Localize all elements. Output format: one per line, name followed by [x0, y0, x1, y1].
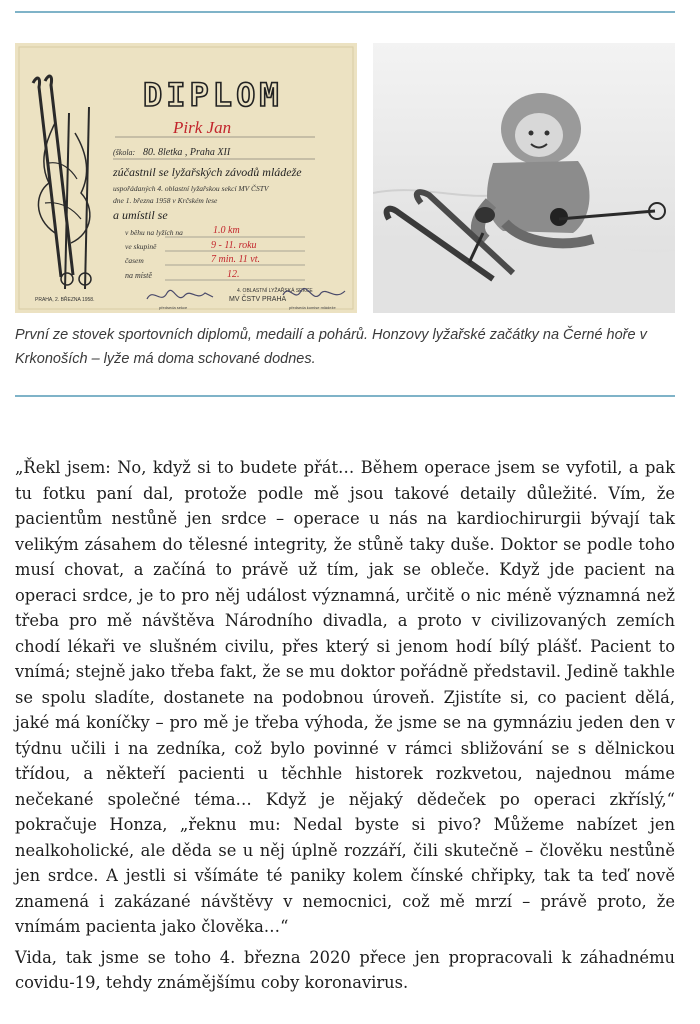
- diploma-participated: zúčastnil se lyžařských závodů mládeže: [113, 165, 302, 179]
- caption-rule: [15, 395, 675, 397]
- diploma-time-value: 7 min. 11 vt.: [211, 254, 260, 265]
- diploma-title: DIPLOM: [143, 76, 283, 114]
- diploma-group-value: 9 - 11. roku: [211, 240, 257, 251]
- child-skiing-image: [373, 43, 675, 313]
- paragraph-closing: Vida, tak jsme se toho 4. března 2020 přece jen propracovali k záhadnému covidu-19, tehdy známějšímu coby koronavirus.: [15, 947, 675, 992]
- diploma-date: dne 1. března 1958 v Krčském lese: [113, 196, 218, 205]
- diploma-place-value: 12.: [227, 269, 240, 280]
- top-rule: [15, 11, 675, 13]
- diploma-group-label: ve skupině: [125, 242, 157, 251]
- photo-caption: První ze stovek sportovních diplomů, medailí a pohárů. Honzovy lyžařské začátky na Černé hoře v Krkonoších – lyže má doma schované dodnes.: [15, 327, 647, 367]
- diploma-issue-place: PRAHA, 2. BŘEZNA 1958.: [35, 297, 95, 303]
- article-body: [15, 455, 675, 1001]
- diploma-photo: [15, 43, 357, 313]
- diploma-school-prefix: (škola:: [113, 148, 136, 157]
- diploma-secretary-label: předseda komise mládeže: [289, 305, 336, 310]
- diploma-place-label: na místě: [125, 271, 152, 280]
- diploma-organized: uspořádaných 4. oblastní lyžařskou sekcí MV ČSTV: [113, 184, 269, 193]
- diploma-run-label: v běhu na lyžích na: [125, 228, 183, 237]
- diploma-placed-label: a umístil se: [113, 208, 168, 222]
- diploma-image: [15, 43, 357, 313]
- diploma-time-label: časem: [125, 256, 144, 265]
- diploma-chair-label: předseda sekce: [159, 305, 188, 310]
- paragraph-quote: „Řekl jsem: No, když si to budete přát… Během operace jsem se vyfotil, a pak tu fotku paní dal, protože podle mě jsou takové detaily důležité. Vím, že pacientům nestůně jen srdce – operace u nás na kardiochirurgii bývají tak velikým zásahem do tělesné integrity, že stůně taky duše. Doktor se podle toho musí chovat, a začíná to právě už tím, jak se obleče. Když jde pacient na operaci srdce, je to pro něj událost významná, určitě o nic méně významná než třeba pro mě návštěva Národního divadla, a proto v civilizovaných zemích chodí lékaři ve slušném civilu, přes který si jenom hodí bílý plášť. Pacient to vnímá; stejně jako třeba fakt, že se mu doktor pořádně představil. Jedině takhle se spolu sladíte, dostanete na podobnou úroveň. Zjistíte si, co pacient dělá, jaké má koníčky – pro mě je třeba výhoda, že jsme se na gymnáziu jeden den v týdnu učili i na zedníka, což bylo povinné v rámci sbližování se s dělnickou třídou, a někteří pacienti u těchhle historek rozkvetou, najednou máme nečekané společné téma… Když je nějaký dědeček po operaci zkříslý,“ pokračuje Honza, „řeknu mu: Nedal byste si pivo? Můžeme nabízet jen nealkoholické, ale děda se u něj úplně rozzáří, čili skutečně – člověku nestůně jen srdce. A jestli si všímáte té paniky kolem čínské chřipky, tak ta teď nově znamená i zakázané návštěvy v nemocnici, což mě mrzí – právě proto, že vnímám pacienta jako člověka…“: [15, 458, 675, 936]
- diploma-school: 80. 8letka , Praha XII: [143, 147, 231, 158]
- diploma-org-line2: MV ČSTV PRAHA: [229, 296, 287, 303]
- diploma-name: Pirk Jan: [173, 118, 232, 137]
- child-skiing-photo: [373, 43, 675, 313]
- diploma-run-value: 1.0 km: [213, 225, 240, 236]
- diploma-org-line1: 4. OBLASTNÍ LYŽAŘSKÁ SEKCE: [237, 288, 313, 294]
